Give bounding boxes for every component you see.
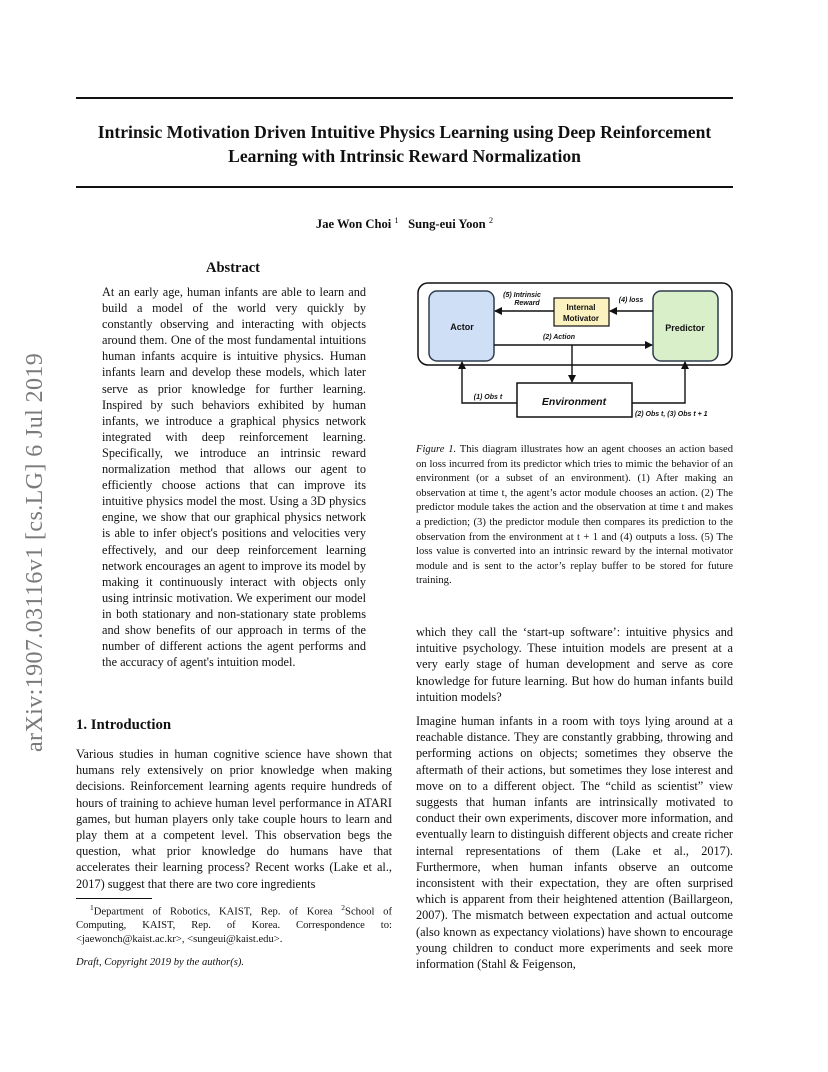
motivator-label-1: Internal [566,303,596,312]
environment-label: Environment [541,396,607,408]
title-bottom-rule [76,186,733,188]
reward-label-2: Reward [514,300,540,307]
figure-1-diagram [416,281,736,426]
obs-t-label: (1) Obs t [473,394,503,401]
author-name: Jae Won Choi [315,217,392,232]
motivator-label-2: Motivator [563,314,599,323]
obs-predictor-arrow [632,362,685,403]
title-top-rule [76,97,733,99]
author-name: Sung-eui Yoon [408,217,486,232]
footnote: $^1$Department of Robotics, KAIST, Rep. of Korea $^2$School of Computing, KAIST, Rep. of Korea. Correspondence to: <jaewonch@kaist.ac.kr>, <sungeui@kaist.edu>. [76,903,393,945]
actor-label: Actor [450,322,474,332]
author-list [76,215,733,232]
arxiv-stamp: arXiv:1907.03116v1 [cs.LG] 6 Jul 2019 [22,352,48,752]
intro-paragraph: Various studies in human cognitive science have shown that humans rely extensively on prior knowledge when making decisions. Reinforcement learning agents require hundreds of hours of training to achieve human level performance in ATARI games, but human players only take couple hours to learn and play them at a competent level. This observation begs the question, what prior knowledge do humans have that accelerates their learning process? Recent works (Lake et al., 2017) suggest that there are two core ingredients [76,747,392,891]
author-affil: 2 [488,215,494,225]
intro-paragraph-continued: which they call the ‘start-up software’: intuitive physics and intuitive psychology. These intuition models are present at a very early stage of human development and serve as core knowledge for future learning. But how do human infants build intuition models? [416,625,733,704]
author-affil: 1 [394,215,399,225]
section-heading: 1. Introduction [76,717,172,733]
abstract-heading: Abstract [206,260,260,276]
obs-predictor-label: (2) Obs t, (3) Obs t + 1 [635,411,708,418]
action-label: (2) Action [542,334,576,341]
draft-notice: Draft, Copyright 2019 by the author(s). [76,957,245,968]
reward-label-1: (5) Intrinsic [503,292,541,299]
paper-title: Intrinsic Motivation Driven Intuitive Physics Learning using Deep Reinforcement Learning with Intrinsic Reward Normalization [97,122,712,166]
footnote-rule [76,898,152,899]
abstract-text: At an early age, human infants are able to learn and build a model of the world very quickly by constantly observing and interacting with objects around them. One of the most fundamental intuitions human infants acquire is intuitive physics. Human infants learn and develop these models, which later serve as prior knowledge for further learning. Inspired by such behaviors exhibited by human infants, we introduce a graphical physics network integrated with deep reinforcement learning. Specifically, we introduce an intrinsic reward normalization method that allows our agent to efficiently choose actions that can improve its intuitive physics model the most. Using a 3D physics engine, we show that our graphical physics network is able to infer object's positions and velocities very effectively, and our deep reinforcement learning network encourages an agent to improve its model by making it continuously interact with objects only using intrinsic motivation. We experiment our model in both stationary and non-stationary state problems and show benefits of our approach in terms of the number of different actions the agent performs and the accuracy of agent's intuition model. [102,285,366,670]
intro-paragraph: Imagine human infants in a room with toys lying around at a reachable distance. They are constantly grabbing, throwing and performing actions on objects; sometimes they observe the aftermath of their actions, but sometimes they lose interest and move on to a different object. The “child as scientist” view suggests that human infants are intrinsically motivated to conduct their own experiments, discover more information, and eventually learn to distinguish different objects and create richer internal representations of them (Lake et al., 2017). Furthermore, when human infants observe an outcome inconsistent with their expectation, they are often surprised which is apparent from their heightened attention (Baillargeon, 2007). The mismatch between expectation and actual outcome (also known as expectancy violations) have shown to encourage young children to conduct more experiments and seek more information (Stahl & Feigenson, [416,714,733,972]
loss-label: (4) loss [618,297,644,304]
figure-caption: Figure 1. This diagram illustrates how an agent chooses an action based on loss incurred from its predictor which tries to mimic the behavior of an environment (or a subset of an environment). (1) After making an observation at time t, the agent’s actor module chooses an action. (2) The predictor module takes the action and the observation at time t and makes a prediction; (3) the predictor module then compares its prediction to the observation from the environment at t + 1 and (4) outputs a loss. (5) The loss value is converted into an intrinsic reward by the internal motivator module and is sent to the actor’s replay buffer to be stored for future training. [416,444,733,587]
predictor-label: Predictor [665,323,705,333]
